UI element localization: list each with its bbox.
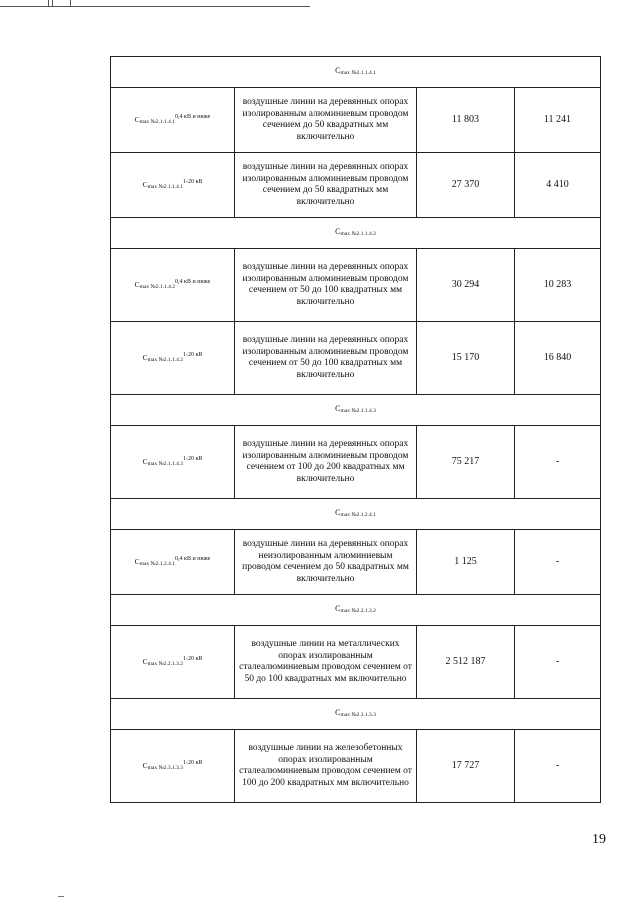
- scan-top-edge: [0, 0, 640, 10]
- rate-value-2: -: [515, 626, 601, 699]
- rate-code-sub: max №2.1.1.4.1: [139, 118, 176, 125]
- rate-code-main: C: [134, 114, 140, 124]
- rate-value-2: -: [515, 730, 601, 803]
- section-header: [111, 57, 601, 88]
- section-header-sub: max №2.1.1.4.1: [340, 69, 376, 76]
- rate-code-cell: [111, 530, 235, 595]
- rate-code-voltage: 1-20 кВ: [182, 655, 203, 662]
- rate-code-sub: max №2.1.1.4.2: [147, 356, 183, 363]
- section-header-main: C: [335, 603, 341, 613]
- section-header-row: [111, 699, 601, 730]
- tariff-row: [111, 730, 601, 803]
- section-header-main: C: [335, 65, 341, 75]
- line-description: воздушные линии на деревянных опорах изолированным алюминиевым проводом сечением от 50 до 100 квадратных мм включительно: [235, 322, 417, 395]
- scan-tick: [52, 0, 53, 7]
- section-header-row: [111, 57, 601, 88]
- rate-code-sub: max №2.1.2.4.1: [139, 560, 176, 567]
- section-header: [111, 699, 601, 730]
- rate-code-main: C: [142, 656, 148, 666]
- line-description: воздушные линии на деревянных опорах неизолированным алюминиевым проводом сечением до 50 квадратных мм включительно: [235, 530, 417, 595]
- rate-code-cell: [111, 88, 235, 153]
- rate-code-cell: [111, 153, 235, 218]
- line-description: воздушные линии на железобетонных опорах изолированным сталеалюминиевым проводом сечением от 100 до 200 квадратных мм включительно: [235, 730, 417, 803]
- rate-code-cell: [111, 322, 235, 395]
- section-header-row: [111, 218, 601, 249]
- section-header-sub: max №2.2.1.3.2: [340, 607, 376, 614]
- section-header-row: [111, 395, 601, 426]
- section-header-row: [111, 595, 601, 626]
- rate-value-2: 4 410: [515, 153, 601, 218]
- rate-code-voltage: 0,4 кВ и ниже: [175, 555, 211, 562]
- rate-code-voltage: 1-20 кВ: [182, 759, 203, 766]
- rate-code-sub: max №2.1.1.4.1: [147, 183, 183, 190]
- rate-value-2: 11 241: [515, 88, 601, 153]
- rate-code-cell: [111, 730, 235, 803]
- section-header-sub: max №2.1.1.4.2: [340, 230, 376, 237]
- rate-value-1: 27 370: [417, 153, 515, 218]
- rate-code-main: C: [142, 352, 148, 362]
- section-header-sub: max №2.1.1.4.3: [340, 407, 376, 414]
- rate-code-cell: [111, 249, 235, 322]
- rate-code-main: C: [134, 279, 140, 289]
- rate-value-2: -: [515, 530, 601, 595]
- line-description: воздушные линии на деревянных опорах изолированным алюминиевым проводом сечением от 50 до 100 квадратных мм включительно: [235, 249, 417, 322]
- rate-code-sub: max №2.1.1.4.2: [139, 283, 176, 290]
- scan-mark: [58, 896, 64, 897]
- rate-value-2: 16 840: [515, 322, 601, 395]
- rate-code-main: C: [134, 556, 140, 566]
- tariff-table: [110, 56, 601, 803]
- rate-value-1: 1 125: [417, 530, 515, 595]
- rate-value-1: 30 294: [417, 249, 515, 322]
- page-number: 19: [592, 832, 606, 847]
- tariff-row: [111, 153, 601, 218]
- rate-code-voltage: 1-20 кВ: [182, 178, 203, 185]
- section-header-main: C: [335, 507, 341, 517]
- rate-code-sub: max №2.3.1.3.3: [147, 764, 183, 771]
- line-description: воздушные линии на деревянных опорах изолированным алюминиевым проводом сечением до 50 квадратных мм включительно: [235, 153, 417, 218]
- scan-tick: [48, 0, 49, 7]
- rate-value-1: 15 170: [417, 322, 515, 395]
- scan-tick: [70, 0, 71, 7]
- rate-code-sub: max №2.1.1.4.3: [147, 460, 183, 467]
- rate-code-voltage: 0,4 кВ и ниже: [175, 113, 211, 120]
- section-header-sub: max №2.1.2.4.1: [340, 511, 376, 518]
- tariff-table-body: [111, 57, 601, 803]
- line-description: воздушные линии на деревянных опорах изолированным алюминиевым проводом сечением до 50 квадратных мм включительно: [235, 88, 417, 153]
- rate-value-2: -: [515, 426, 601, 499]
- scan-line: [0, 6, 310, 7]
- rate-value-2: 10 283: [515, 249, 601, 322]
- tariff-row: [111, 426, 601, 499]
- tariff-row: [111, 249, 601, 322]
- rate-value-1: 75 217: [417, 426, 515, 499]
- rate-code-cell: [111, 426, 235, 499]
- rate-code-cell: [111, 626, 235, 699]
- rate-value-1: 11 803: [417, 88, 515, 153]
- section-header-row: [111, 499, 601, 530]
- rate-code-sub: max №2.2.1.3.2: [147, 660, 183, 667]
- rate-code-voltage: 0,4 кВ и ниже: [175, 278, 211, 285]
- section-header: [111, 395, 601, 426]
- tariff-row: [111, 530, 601, 595]
- rate-value-1: 17 727: [417, 730, 515, 803]
- rate-code-voltage: 1-20 кВ: [182, 351, 203, 358]
- section-header-main: C: [335, 707, 341, 717]
- line-description: воздушные линии на деревянных опорах изолированным алюминиевым проводом сечением от 100 до 200 квадратных мм включительно: [235, 426, 417, 499]
- rate-code-main: C: [142, 760, 148, 770]
- section-header-sub: max №2.3.1.3.3: [340, 711, 376, 718]
- rate-code-main: C: [142, 179, 148, 189]
- section-header: [111, 499, 601, 530]
- tariff-row: [111, 626, 601, 699]
- section-header-main: C: [335, 403, 341, 413]
- rate-value-1: 2 512 187: [417, 626, 515, 699]
- section-header: [111, 218, 601, 249]
- tariff-row: [111, 322, 601, 395]
- section-header: [111, 595, 601, 626]
- rate-code-voltage: 1-20 кВ: [182, 455, 203, 462]
- line-description: воздушные линии на металлических опорах изолированным сталеалюминиевым проводом сечением от 50 до 100 квадратных мм включительно: [235, 626, 417, 699]
- tariff-row: [111, 88, 601, 153]
- section-header-main: C: [335, 226, 341, 236]
- rate-code-main: C: [142, 456, 148, 466]
